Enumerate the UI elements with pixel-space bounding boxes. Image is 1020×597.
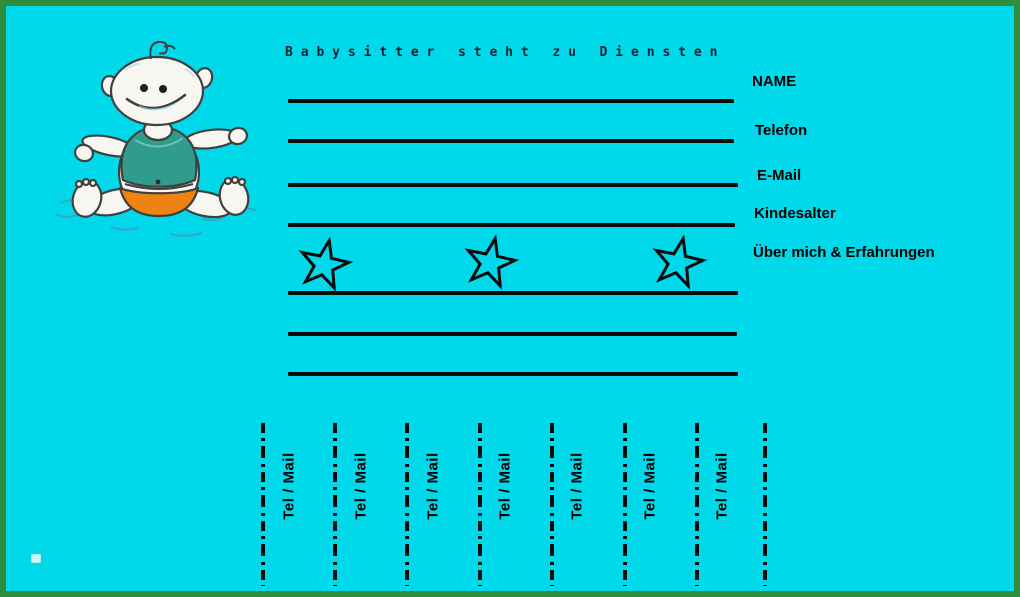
- belly-button: [156, 180, 161, 185]
- form-line-email: [288, 183, 738, 187]
- baby-eye: [140, 84, 148, 92]
- tear-dash-line: [405, 423, 409, 586]
- tear-dash-line: [550, 423, 554, 586]
- tearoff-label: Tel / Mail: [713, 452, 731, 520]
- form-line-about-2: [288, 332, 737, 336]
- field-label-telefon: Telefon: [755, 122, 808, 139]
- tearoff-label: Tel / Mail: [568, 452, 586, 520]
- baby-eye: [159, 85, 167, 93]
- flyer-title: Babysitter steht zu Diensten: [285, 45, 726, 60]
- field-label-email: E-Mail: [757, 167, 802, 184]
- tear-dash-line: [333, 423, 337, 586]
- form-line-kindesalter: [288, 223, 735, 227]
- tearoff-label: Tel / Mail: [424, 452, 442, 520]
- baby-head: [100, 42, 214, 125]
- tearoff-label: Tel / Mail: [496, 452, 514, 520]
- watermark-artifact: [31, 554, 41, 563]
- field-label-kindesalter: Kindesalter: [754, 205, 836, 222]
- tear-dash-line: [623, 423, 627, 586]
- form-line-about-1: [288, 291, 738, 295]
- form-line-name: [288, 99, 734, 103]
- field-label-name: NAME: [752, 73, 797, 90]
- form-line-about-3: [288, 372, 738, 376]
- tearoff-label: Tel / Mail: [641, 452, 659, 520]
- tearoff-label: Tel / Mail: [352, 452, 370, 520]
- tear-dash-line: [763, 423, 767, 586]
- baby-body: [119, 120, 199, 216]
- tear-dash-line: [478, 423, 482, 586]
- star-icon: [650, 235, 708, 291]
- tear-dash-line: [261, 423, 265, 586]
- tearoff-label: Tel / Mail: [280, 452, 298, 520]
- form-line-telefon: [288, 139, 734, 143]
- star-icon: [296, 237, 354, 293]
- field-label-about: Über mich & Erfahrungen: [753, 244, 935, 261]
- tear-dash-line: [695, 423, 699, 586]
- star-icon: [462, 235, 520, 291]
- baby-illustration: [55, 22, 267, 238]
